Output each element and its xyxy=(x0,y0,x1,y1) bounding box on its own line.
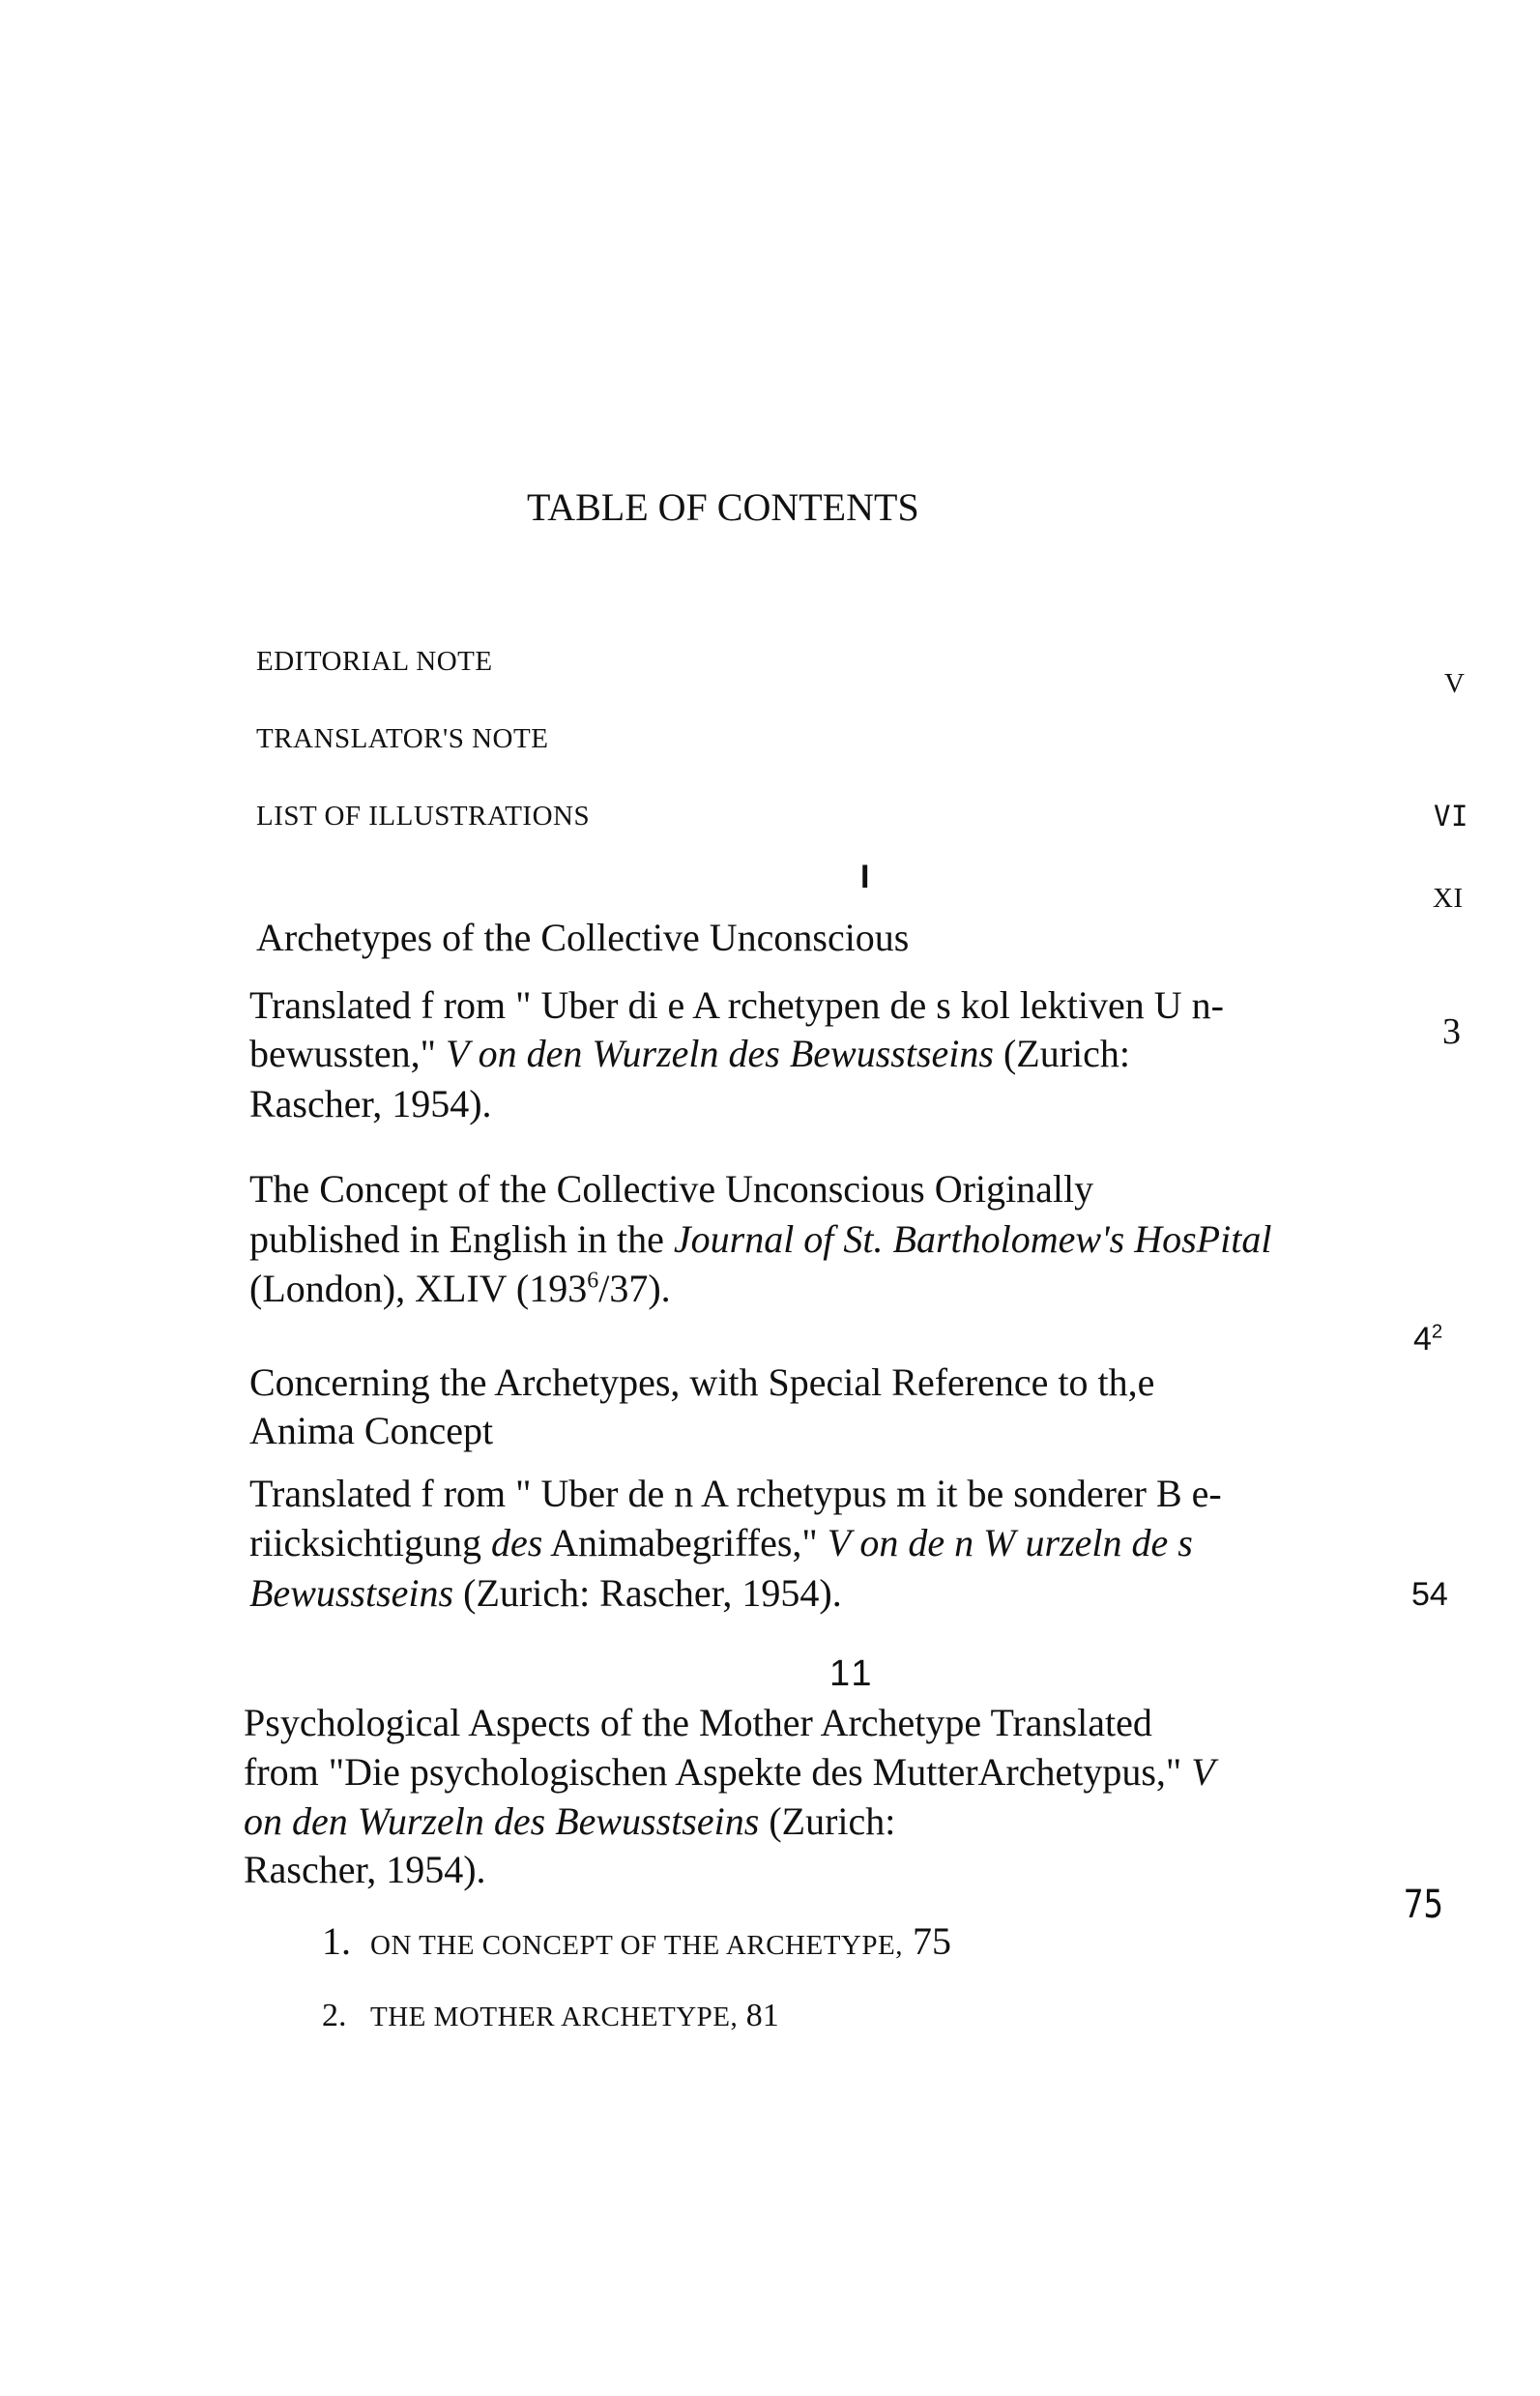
page-number-75: 75 xyxy=(1404,1883,1443,1927)
entry-source-line: Translated f rom " Uber di e A rchetypen de s kol lektiven U n- xyxy=(249,983,1224,1027)
part-two-numeral: 11 xyxy=(829,1653,876,1694)
subsection-number: 1. xyxy=(322,1919,351,1963)
page-number-vi: VI xyxy=(1434,800,1468,833)
page-number-54: 54 xyxy=(1411,1576,1448,1613)
entry-title-line: Psychological Aspects of the Mother Archetype Translated xyxy=(244,1701,1152,1744)
subsection-number: 2. xyxy=(322,1998,347,2033)
entry-source-line: from "Die psychologischen Aspekte des MutterArchetypus," V xyxy=(244,1750,1215,1794)
toc-translators-note: TRANSLATOR'S NOTE xyxy=(256,723,549,754)
page-title: TABLE OF CONTENTS xyxy=(527,485,919,529)
entry-title-line: The Concept of the Collective Unconscious Originally xyxy=(249,1167,1094,1211)
page-number-3: 3 xyxy=(1442,1011,1461,1052)
entry-source-line: (London), XLIV $(193^6/37)$. xyxy=(249,1267,671,1310)
entry-source-line: published in English in the Journal of St. Bartholomew's HosPital xyxy=(249,1217,1272,1261)
entry-source-line: Translated f rom " Uber de n A rchetypus m it be sonderer B e- xyxy=(249,1472,1222,1515)
entry-source-line: Rascher, 1954). xyxy=(249,1082,492,1125)
part-one-numeral: I xyxy=(860,859,870,895)
entry-source-line: riicksichtigung des Animabegriffes," V on de n W urzeln de s xyxy=(249,1521,1193,1564)
entry-source-line: Rascher, 1954). xyxy=(244,1848,486,1891)
page-number-v: V xyxy=(1444,668,1466,699)
page-number-xi: XI xyxy=(1433,883,1464,914)
entry-source-line: on den Wurzeln des Bewusstseins (Zurich: xyxy=(244,1799,896,1843)
subsection-1: ON THE CONCEPT OF THE ARCHETYPE, 75 xyxy=(370,1919,951,1963)
entry-source-line: bewussten," V on den Wurzeln des Bewusstseins (Zurich: xyxy=(249,1032,1131,1075)
part-one-entry-title: Archetypes of the Collective Unconscious xyxy=(256,916,910,959)
toc-editorial-note: EDITORIAL NOTE xyxy=(256,646,493,677)
entry-title-line: Concerning the Archetypes, with Special Reference to th,e xyxy=(249,1360,1155,1404)
entry-source-line: Bewusstseins (Zurich: Rascher, 1954). xyxy=(249,1571,842,1615)
entry-title-line: Anima Concept xyxy=(249,1409,494,1452)
subsection-2: THE MOTHER ARCHETYPE, 81 xyxy=(370,1998,779,2033)
page-number-42: $4^2$ xyxy=(1413,1321,1443,1358)
toc-list-of-illustrations: LIST OF ILLUSTRATIONS xyxy=(256,801,591,832)
